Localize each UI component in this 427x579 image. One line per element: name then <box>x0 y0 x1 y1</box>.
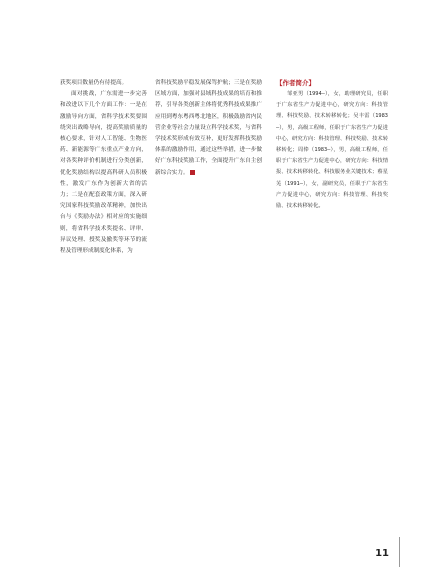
end-of-article-mark <box>190 170 195 175</box>
author-bio-text: 邹亚男（1994—），女，助理研究员，任职于广东省生产力促进中心，研究方向：科技管理、科技奖励、技术转移转化；吴丰雷（1983—），男，高级工程师，任职于广东省生产力促进中心，研究方向：科技管理、科技奖励、技术转移转化；周俸（1983—），男，高级工程师，任职于广东省生产力促进中心，研究方向：科技情报、技术转移转化、科技服务业关键技术；蔡星芜（1991—），女，副研究员，任职于广东省生产力促进中心，研究方向：科技管理、科技奖励、技术转移转化。 <box>276 91 388 210</box>
middle-column <box>155 78 262 179</box>
author-bio-heading: 【作者简介】 <box>276 79 315 87</box>
paragraph-continuation <box>155 78 262 179</box>
paragraph-text: 省科技奖励平稳发展保驾护航；三是在奖励区域方面，加强对县域科技成果的培育和推荐，引导各类创新主体将优秀科技成果推广应用到粤东粤西粤北地区，积极鼓励省内民营企业等社会力量设立科学技术奖，与省科学技术奖形成有效互补，更好发挥科技奖励体系的激励作用，通过这些举措，进一步做好广东科技奖励工作，全面提升广东自主创新综合实力。 <box>155 80 262 176</box>
author-bio-column <box>276 78 388 212</box>
page-number: 11 <box>375 548 389 559</box>
left-column <box>60 78 147 257</box>
footer-divider <box>399 537 400 567</box>
paragraph-intro: 获奖项目数量仍有待提高。 <box>60 80 128 86</box>
paragraph-challenges: 面对挑战，广东需进一步完善和改进以下几个方面工作：一是在激励导向方面，省科学技术奖要围绕突出战略导向，提高奖励质量的核心要求，针对人工智能、生物医药、新能源等广东重点产业方向，对各奖种评价机制进行分类创新，优化奖励结构以提高科研人员积极性，激发广东作为创新大省的活力；二是在配套政策方面，深入研究国家科技奖励改革精神，加快出台与《奖励办法》相对应的实施细则，将省科学技术奖提名、评审、异议处理、授奖及撤奖等环节的流程及管理形成制度化体系，为 <box>60 91 147 255</box>
